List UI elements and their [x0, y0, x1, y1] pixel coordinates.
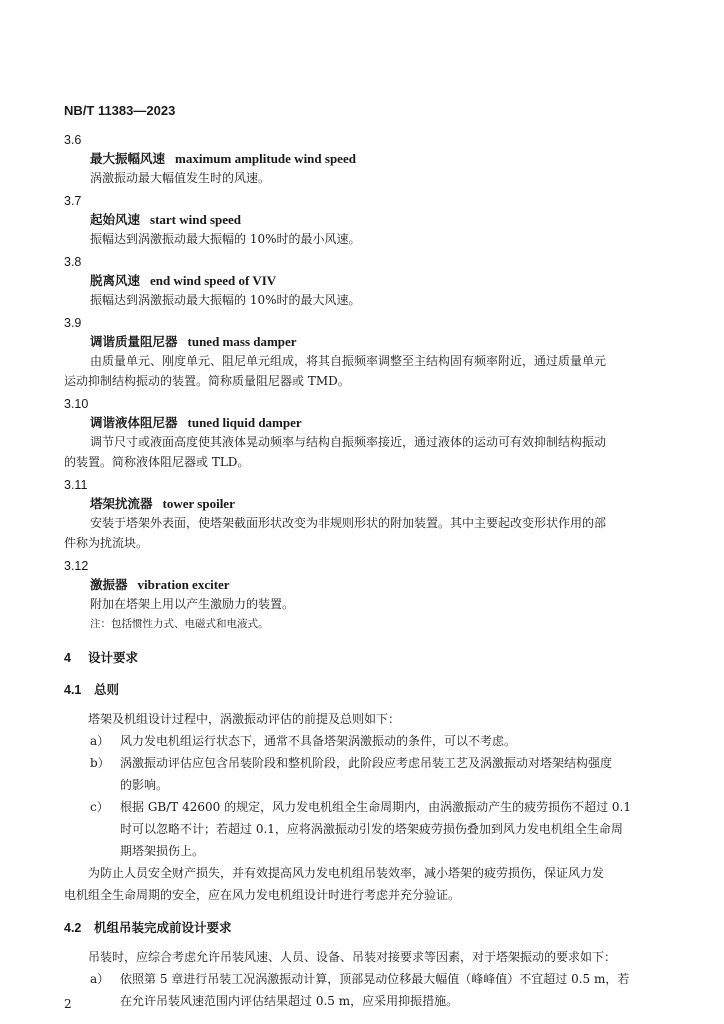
list-text-cont: 的影响。	[120, 778, 169, 792]
term-definition: 涡激振动最大幅值发生时的风速。	[90, 171, 271, 185]
term-en: end wind speed of VIV	[150, 273, 277, 288]
term-zh: 最大振幅风速	[90, 151, 166, 166]
term-number: 3.10	[64, 397, 89, 411]
paragraph-cont: 电机组全生命周期的安全，应在风力发电机组设计时进行考虑并充分验证。	[64, 888, 461, 902]
standard-number: NB/T 11383—2023	[64, 103, 176, 118]
term-number: 3.12	[64, 559, 89, 573]
section-title: 设计要求	[88, 651, 139, 665]
term-definition-cont: 件称为扰流块。	[64, 536, 149, 550]
list-marker: c）	[90, 800, 109, 814]
term-definition: 安装于塔架外表面，使塔架截面形状改变为非规则形状的附加装置。其中主要起改变形状作用的部	[90, 516, 607, 530]
subsection-title: 总则	[94, 683, 120, 697]
term-definition: 调节尺寸或液面高度使其液体晃动频率与结构自振频率接近，通过液体的运动可有效抑制结构振动	[90, 435, 607, 449]
term-entry	[64, 313, 662, 391]
list-marker: a）	[90, 734, 110, 748]
term-entry	[64, 475, 662, 553]
subsection-title: 机组吊装完成前设计要求	[94, 921, 232, 935]
term-en: tuned mass damper	[187, 334, 297, 349]
page-number: 2	[64, 997, 72, 1011]
term-zh: 脱离风速	[90, 273, 141, 288]
term-entry	[64, 191, 662, 249]
list-text-cont: 时可以忽略不计；若超过 0.1，应将涡激振动引发的塔架疲劳损伤叠加到风力发电机组全生命周	[120, 822, 623, 836]
term-entry	[64, 394, 662, 472]
subsection-number: 4.1	[64, 683, 82, 697]
term-definition-cont: 的装置。简称液体阻尼器或 TLD。	[64, 455, 250, 469]
list-text: 涡激振动评估应包含吊装阶段和整机阶段，此阶段应考虑吊装工艺及涡激振动对塔架结构强度	[120, 756, 613, 770]
term-definition-cont: 运动抑制结构振动的装置。简称质量阻尼器或 TMD。	[64, 374, 350, 388]
paragraph: 为防止人员安全财产损失，并有效提高风力发电机组吊装效率，减小塔架的疲劳损伤，保证风力发	[88, 866, 605, 880]
term-en: vibration exciter	[137, 577, 230, 592]
term-number: 3.8	[64, 255, 82, 269]
term-definition: 振幅达到涡激振动最大振幅的 10%时的最大风速。	[90, 293, 361, 307]
term-en: maximum amplitude wind speed	[175, 151, 356, 166]
term-zh: 塔架扰流器	[90, 496, 153, 511]
term-number: 3.6	[64, 133, 82, 147]
subsection-number: 4.2	[64, 921, 82, 935]
paragraph: 塔架及机组设计过程中，涡激振动评估的前提及总则如下：	[88, 712, 401, 726]
term-entry	[64, 252, 662, 310]
term-zh: 激振器	[90, 577, 128, 592]
list-text-cont: 在允许吊装风速范围内评估结果超过 0.5 m，应采用抑振措施。	[120, 994, 459, 1008]
subsection-heading	[64, 680, 662, 700]
term-en: tower spoiler	[162, 496, 235, 511]
term-entry	[64, 556, 662, 634]
term-title	[64, 150, 662, 168]
section-heading	[64, 648, 662, 668]
term-definition: 由质量单元、刚度单元、阻尼单元组成，将其自振频率调整至主结构固有频率附近，通过质量单元	[90, 354, 607, 368]
list-item	[64, 752, 662, 796]
list-marker: b）	[90, 756, 110, 770]
term-number: 3.9	[64, 316, 82, 330]
term-title	[64, 211, 662, 229]
term-entry	[64, 130, 662, 188]
subsection-heading	[64, 918, 662, 938]
term-title	[64, 495, 662, 513]
term-definition: 附加在塔架上用以产生激励力的装置。	[90, 597, 295, 611]
list-item	[64, 730, 662, 752]
term-title	[64, 272, 662, 290]
term-title	[64, 414, 662, 432]
term-zh: 调谐液体阻尼器	[90, 415, 178, 430]
term-title	[64, 576, 662, 594]
term-number: 3.11	[64, 478, 88, 492]
page-content	[64, 130, 662, 1012]
paragraph: 吊装时，应综合考虑允许吊装风速、人员、设备、吊装对接要求等因素，对于塔架振动的要求如下：	[88, 950, 617, 964]
list-marker: a）	[90, 972, 110, 986]
list-text: 根据 GB/T 42600 的规定，风力发电机组全生命周期内，由涡激振动产生的疲劳损伤不超过 0.1	[120, 800, 631, 814]
list-text-cont: 期塔架损伤上。	[120, 844, 205, 858]
term-en: tuned liquid damper	[187, 415, 302, 430]
term-zh: 起始风速	[90, 212, 141, 227]
term-note: 注：包括惯性力式、电磁式和电液式。	[90, 618, 269, 630]
list-item	[64, 796, 662, 862]
term-definition: 振幅达到涡激振动最大振幅的 10%时的最小风速。	[90, 232, 361, 246]
list-text: 依照第 5 章进行吊装工况涡激振动计算，顶部晃动位移最大幅值（峰峰值）不宜超过 0.5 m，若	[120, 972, 630, 986]
term-en: start wind speed	[150, 212, 242, 227]
list-item	[64, 968, 662, 1012]
list-text: 风力发电机组运行状态下，通常不具备塔架涡激振动的条件，可以不考虑。	[120, 734, 517, 748]
term-number: 3.7	[64, 194, 82, 208]
term-title	[64, 333, 662, 351]
section-number: 4	[64, 651, 71, 665]
term-zh: 调谐质量阻尼器	[90, 334, 178, 349]
